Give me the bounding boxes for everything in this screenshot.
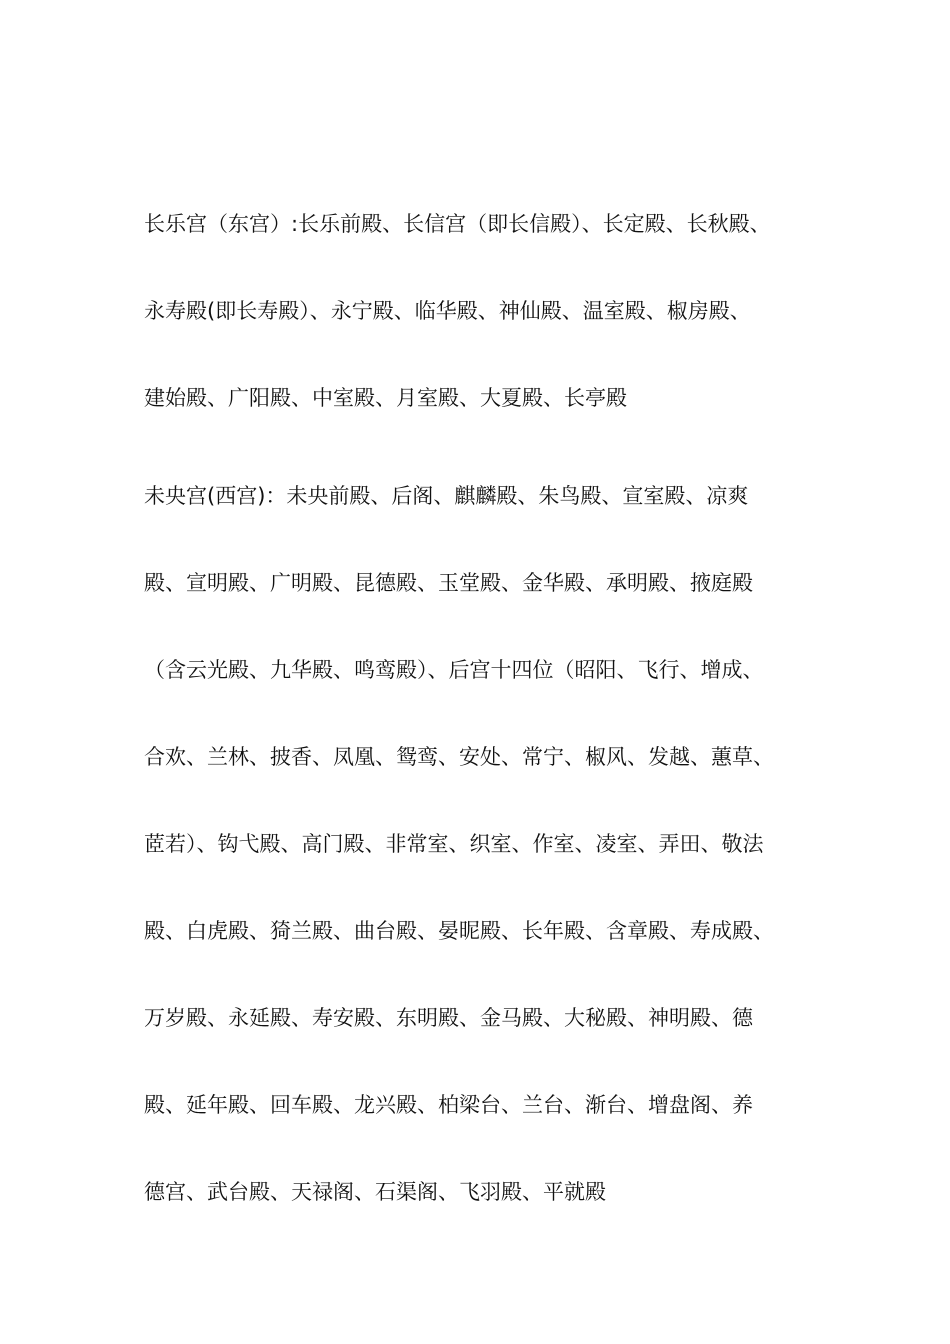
text-line: （含云光殿、九华殿、鸣鸾殿）、后宫十四位（昭阳、飞行、增成、 bbox=[144, 658, 764, 682]
text-line: 殿、宣明殿、广明殿、昆德殿、玉堂殿、金华殿、承明殿、掖庭殿 bbox=[144, 571, 753, 595]
text-line: 万岁殿、永延殿、寿安殿、东明殿、金马殿、大秘殿、神明殿、德 bbox=[144, 1006, 753, 1030]
text-line: 合欢、兰林、披香、凤凰、鸳鸾、安处、常宁、椒风、发越、蕙草、 bbox=[144, 745, 774, 769]
text-line: 德宫、武台殿、天禄阁、石渠阁、飞羽殿、平就殿 bbox=[144, 1180, 606, 1204]
text-line: 永寿殿(即长寿殿）、永宁殿、临华殿、神仙殿、温室殿、椒房殿、 bbox=[144, 299, 751, 323]
text-line: 建始殿、广阳殿、中室殿、月室殿、大夏殿、长亭殿 bbox=[144, 386, 627, 410]
text-line: 长乐宫（东宫）:长乐前殿、长信宫（即长信殿）、长定殿、长秋殿、 bbox=[144, 212, 771, 236]
text-line: 茝若）、钩弋殿、高门殿、非常室、织室、作室、凌室、弄田、敬法 bbox=[144, 832, 764, 856]
text-line: 殿、延年殿、回车殿、龙兴殿、柏梁台、兰台、渐台、增盘阁、养 bbox=[144, 1093, 753, 1117]
text-line: 殿、白虎殿、猗兰殿、曲台殿、晏昵殿、长年殿、含章殿、寿成殿、 bbox=[144, 919, 774, 943]
text-line: 未央宫(西宫)：未央前殿、后阁、麒麟殿、朱鸟殿、宣室殿、凉爽 bbox=[144, 484, 749, 508]
